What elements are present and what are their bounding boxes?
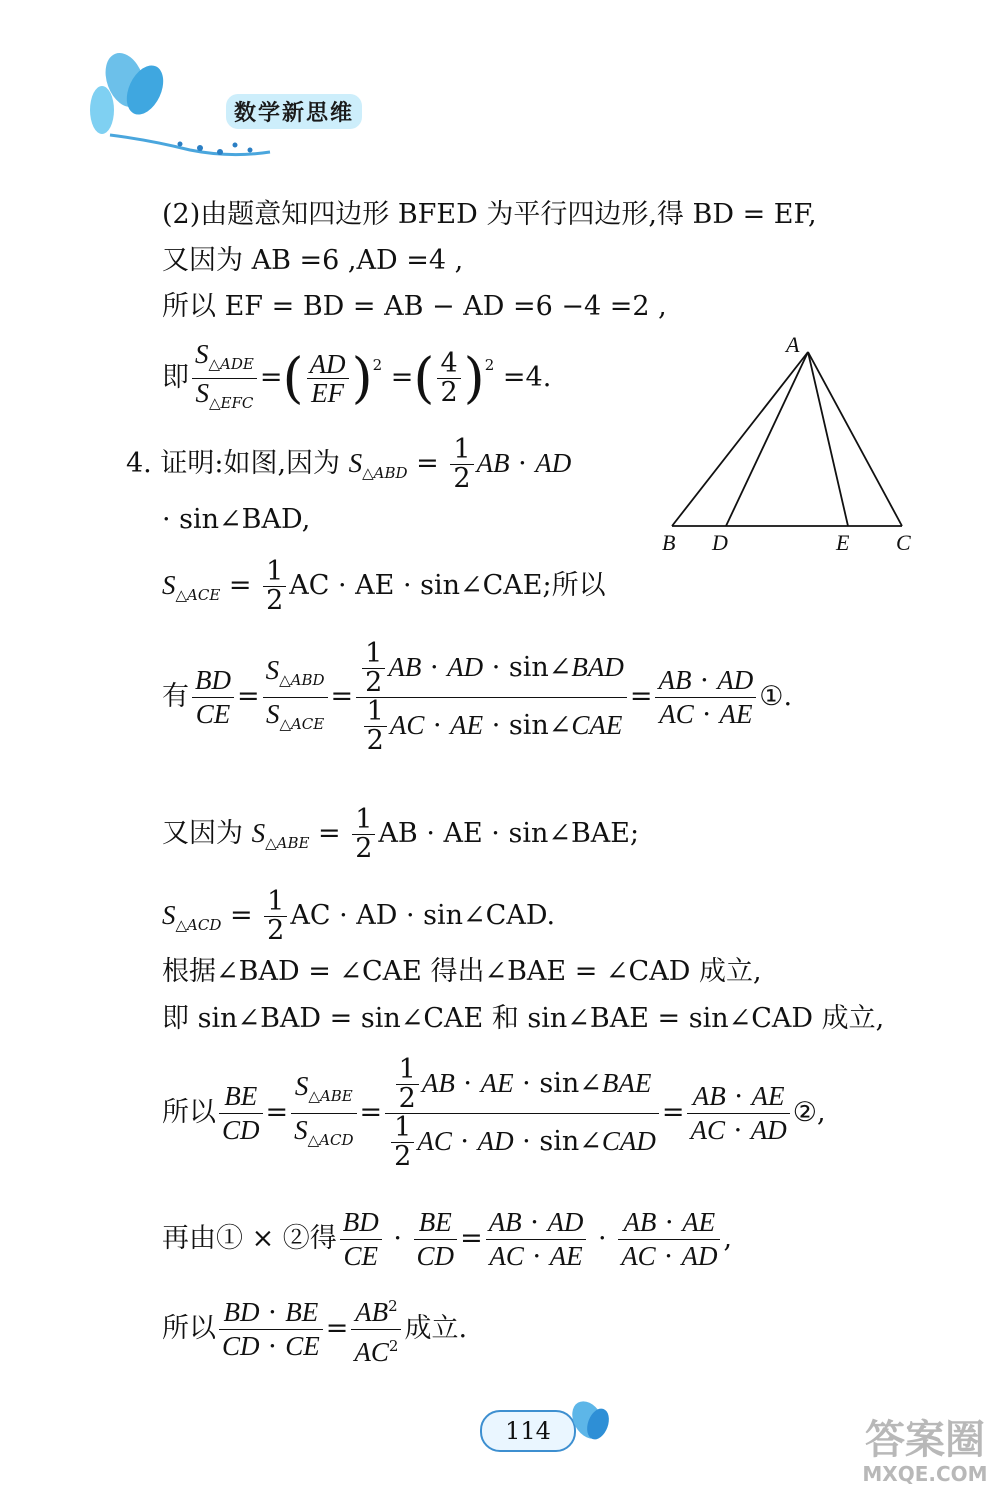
text: 成立. [404, 1313, 468, 1344]
text: =4. [502, 362, 552, 393]
label-a: A [786, 332, 800, 357]
sabe-line: 又因为 $S_{\triangle ABE}$ = $\frac{1}{2}$ AB · AE · sin∠BAE; [162, 804, 640, 864]
text: 即 [162, 362, 189, 393]
text: ①. [759, 681, 793, 712]
text: ②, [792, 1097, 826, 1128]
text: 所以 [162, 1313, 216, 1344]
label-b: B [662, 530, 676, 555]
watermark-logo [850, 1418, 1000, 1486]
triangle-figure [650, 330, 930, 560]
text: 4. 证明:如图,因为 [126, 448, 341, 479]
text-line: 又因为 AB =6 ,AD =4 , [162, 245, 464, 276]
text-line: 所以 EF = BD = AB − AD =6 −4 =2 , [162, 291, 667, 322]
area-ratio-equation: 即 $\frac{S_{\triangle ADE}}{S_{\triangle EFC}}$ =( $\frac{AD}{EF}$ )$^2$ =( $\frac{4}{2}$ )$^2$ =4. [162, 339, 552, 412]
sacd-line: $S_{\triangle ACD}$ = $\frac{1}{2}$ AC · AD · sin∠CAD. [162, 886, 556, 946]
segment-ab [672, 352, 808, 526]
label-d: D [712, 530, 728, 555]
sace-line: $S_{\triangle ACE}$ = $\frac{1}{2}$ AC · AE · sin∠CAE;所以 [162, 556, 606, 616]
segment-ac [808, 352, 902, 526]
label-e: E [836, 530, 850, 555]
text: 再由① × ②得 [162, 1223, 337, 1254]
text: 有 [162, 681, 189, 712]
text-line: 即 sin∠BAD = sin∠CAE 和 sin∠BAE = sin∠CAD 成立, [162, 1003, 885, 1034]
ratio-equation-2: 所以 $\frac{BE}{CD}$ = $\frac{S_{\triangle ABE}}{S_{\triangle ACD}}$ = $\frac{1}{2}$ AB · AE · sin∠BAE $\frac{1}{2}$ AC · AD · sin∠CAD = $\frac{AB \cdot AE}{AC \cdot AD}$ ②, [162, 1054, 826, 1172]
label-c: C [896, 530, 911, 555]
text-line: 根据∠BAD = ∠CAE 得出∠BAE = ∠CAD 成立, [162, 956, 762, 987]
product-equation: 再由① × ②得 $\frac{BD}{CE}$ · $\frac{BE}{CD}$ = $\frac{AB \cdot AD}{AC \cdot AE}$ · $\frac{AB \cdot AE}{AC \cdot AD}$ , [162, 1207, 733, 1272]
text-line: · sin∠BAD, [162, 504, 311, 535]
proof-intro: 4. 证明:如图,因为 $S_{\triangle ABD}$ = $\frac{1}{2}$ AB · AD [126, 434, 572, 494]
text: 又因为 [162, 818, 243, 849]
book-title: 数学新思维 [226, 94, 362, 129]
ratio-equation-1: 有 $\frac{BD}{CE}$ = $\frac{S_{\triangle ABD}}{S_{\triangle ACE}}$ = $\frac{1}{2}$ AB · AD · sin∠BAD $\frac{1}{2}$ AC · AE · sin∠CAE = $\frac{AB \cdot AD}{AC \cdot AE}$ ①. [162, 638, 793, 756]
text: AC · AE · sin∠CAE;所以 [289, 570, 606, 601]
text-line: (2)由题意知四边形 BFED 为平行四边形,得 BD = EF, [162, 199, 817, 230]
text: AB · AE · sin∠BAE; [378, 818, 640, 849]
page-number: 114 [505, 1417, 551, 1445]
watermark-url: MXQE.COM [862, 1462, 988, 1486]
text: AC · AD · sin∠CAD. [290, 900, 556, 931]
segment-ad [726, 352, 808, 526]
flower-icon [560, 1392, 620, 1452]
conclusion-equation: 所以 $\frac{BD \cdot BE}{CD \cdot CE}$ = $\frac{AB^2}{AC^2}$ 成立. [162, 1290, 467, 1369]
text: 所以 [162, 1097, 216, 1128]
segment-ae [808, 352, 848, 526]
watermark-text: 答案圈 [865, 1417, 985, 1463]
